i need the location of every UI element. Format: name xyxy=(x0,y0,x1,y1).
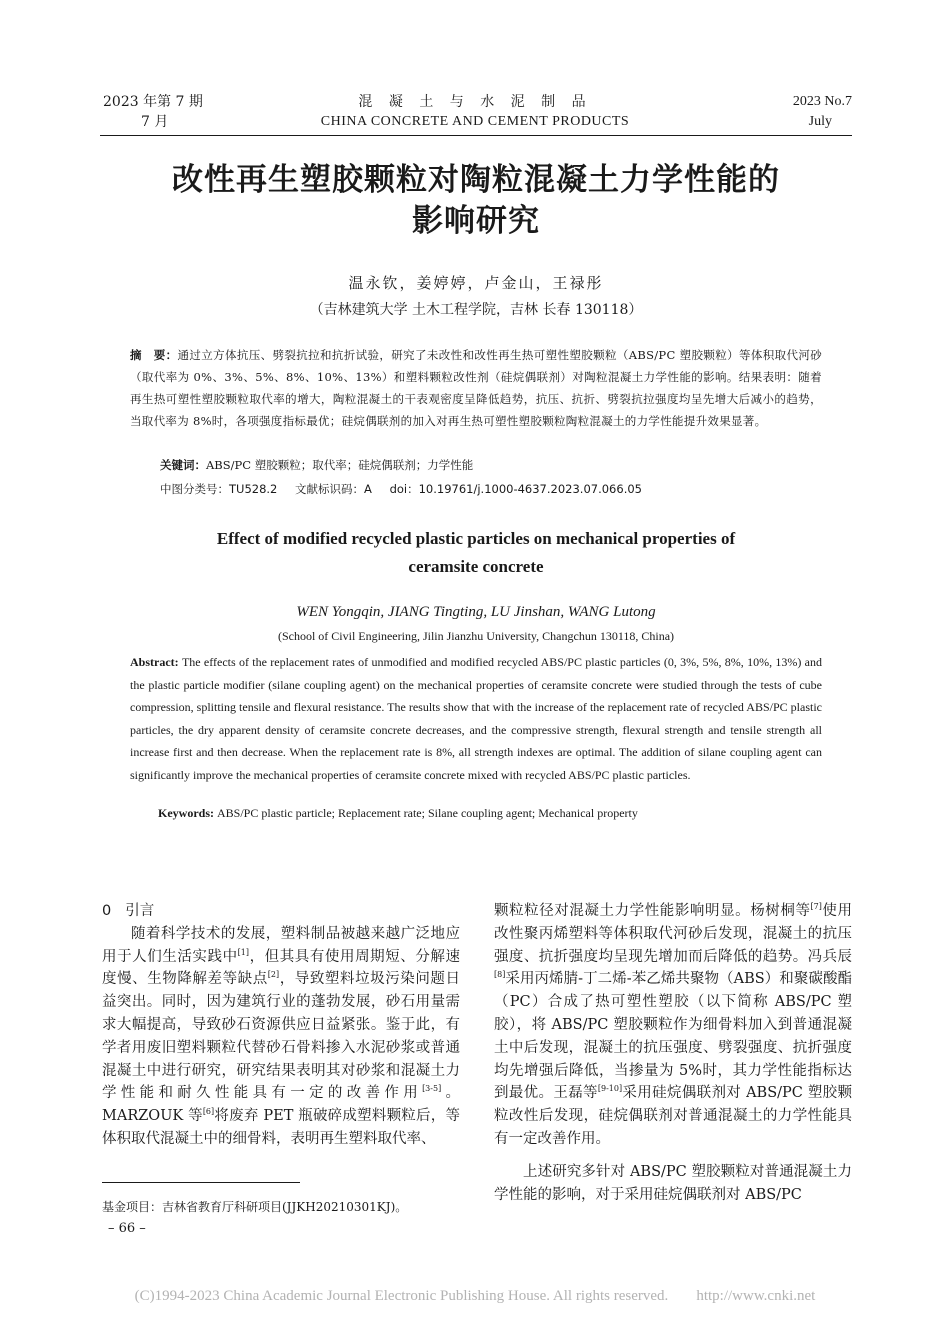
document-code: 文献标识码：A xyxy=(295,482,372,496)
text-run: ，导致塑料垃圾污染问题日益突出。同时，因为建筑行业的蓬勃发展，砂石用量需求大幅提高，导致砂石资源供应日益紧张。鉴于此，有学者用废旧塑料颗粒代替砂石骨料掺入水泥砂浆或普通混凝土中进行研究，研究结果表明其对砂浆和混凝土力学性能和耐久性能具有一定的改善作用 xyxy=(102,971,461,1102)
keywords-cn-label: 关键词： xyxy=(160,458,206,472)
journal-name-cn: 混 凝 土 与 水 泥 制 品 xyxy=(358,94,592,110)
text-run: 使用改性聚丙烯塑料等体积取代河砂后发现，混凝土的抗压强度、抗折强度均呈现先增加而后降低的趋势。冯兵辰 xyxy=(494,903,853,965)
paper-title-cn xyxy=(100,160,852,242)
running-header-right xyxy=(732,92,852,132)
keywords-en xyxy=(158,806,822,821)
issue-en: 2023 No.7 xyxy=(792,94,852,109)
affiliation-en: (School of Civil Engineering, Jilin Jianzhu University, Changchun 130118, China) xyxy=(277,629,675,643)
journal-name-en: CHINA CONCRETE AND CEMENT PRODUCTS xyxy=(320,114,630,129)
citation: [1] xyxy=(237,947,249,957)
body-column-left xyxy=(102,900,460,1151)
citation: [2] xyxy=(267,970,280,980)
intro-paragraph-2: 上述研究多针对 ABS/PC 塑胶颗粒对普通混凝土力学性能的影响，对于采用硅烷偶联剂对 ABS/PC xyxy=(494,1163,852,1203)
title-en-line2: ceramsite concrete xyxy=(408,557,544,576)
intro-paragraph-1 xyxy=(102,923,460,1151)
citation: [9-10] xyxy=(597,1084,623,1094)
running-header-left xyxy=(103,92,223,132)
keywords-cn-text: ABS/PC 塑胶颗粒；取代率；硅烷偶联剂；力学性能 xyxy=(206,458,474,472)
intro-paragraph-1-continued xyxy=(494,900,852,1151)
month-cn: 7 月 xyxy=(141,114,169,130)
keywords-en-text: ABS/PC plastic particle; Replacement rate; Silane coupling agent; Mechanical property xyxy=(217,806,638,820)
abstract-en-label: Abstract: xyxy=(130,655,182,669)
section-number: 0 xyxy=(102,903,112,919)
classification-line xyxy=(160,481,822,497)
citation: [6] xyxy=(202,1107,215,1117)
doi: doi：10.19761/j.1000-4637.2023.07.066.05 xyxy=(389,482,642,496)
paper-title-en xyxy=(100,525,852,581)
copyright-footer xyxy=(30,1288,920,1305)
keywords-en-label: Keywords: xyxy=(158,806,217,820)
text-run: 采用硅烷偶联剂对 ABS/PC 塑胶颗粒改性后发现，硅烷偶联剂对普通混凝土的力学性能具有一定改善作用。 xyxy=(494,1085,853,1147)
running-header-center xyxy=(300,92,650,132)
title-cn-line2: 影响研究 xyxy=(412,203,540,239)
keywords-cn xyxy=(160,457,822,473)
abstract-cn-label: 摘 要： xyxy=(130,348,178,362)
section-title: 引言 xyxy=(125,903,155,919)
section-heading xyxy=(102,900,460,923)
month-en: July xyxy=(808,114,832,129)
funding-footnote: 基金项目：吉林省教育厅科研项目(JJKH20210301KJ)。 xyxy=(102,1200,408,1214)
cnki-link[interactable]: http://www.cnki.net xyxy=(696,1288,816,1304)
header-rule xyxy=(100,135,852,136)
issue-cn: 2023 年第 7 期 xyxy=(103,94,203,110)
page-number: – 66 – xyxy=(108,1221,146,1236)
abstract-cn-text: 通过立方体抗压、劈裂抗拉和抗折试验，研究了未改性和改性再生热可塑性塑胶颗粒（ABS/PC 塑胶颗粒）等体积取代河砂（取代率为 0%、3%、5%、8%、10%、13%）和塑料颗粒改性剂（硅烷偶联剂）对陶粒混凝土力学性能的影响。结果表明：随着再生热可塑性塑胶颗粒取代率的增大，陶粒混凝土的干表观密度呈降低趋势，抗压、抗折、劈裂抗拉强度均呈先增大后减小的趋势，当取代率为 8%时，各项强度指标最优；硅烷偶联剂的加入对再生热可塑性塑胶颗粒陶粒混凝土的力学性能提升效果显著。 xyxy=(130,348,822,428)
title-en-line1: Effect of modified recycled plastic particles on mechanical properties of xyxy=(216,529,736,548)
affiliation-cn: （吉林建筑大学 土木工程学院，吉林 长春 130118） xyxy=(309,302,643,318)
text-run: 。MARZOUK 等 xyxy=(102,1085,461,1125)
citation: [8] xyxy=(494,970,506,980)
authors-en: WEN Yongqin, JIANG Tingting, LU Jinshan, WANG Lutong xyxy=(296,604,656,620)
text-run: 随着科学技术的发展，塑料制品被越来越广泛地应用于人们生活实践中 xyxy=(102,925,460,965)
text-run: 颗粒粒径对混凝土力学性能影响明显。杨树桐等 xyxy=(494,903,811,919)
abstract-en xyxy=(130,651,822,786)
footnote-rule xyxy=(102,1182,300,1183)
copyright-text: (C)1994-2023 China Academic Journal Electronic Publishing House. All rights reserved. xyxy=(134,1288,669,1304)
abstract-en-text: The effects of the replacement rates of unmodified and modified recycled ABS/PC plastic particles (0, 3%, 5%, 8%, 10%, 13%) and the plastic particle modifier (silane coupling agent) on the mechanical properties of ceramsite concrete were studied through the tests of cube compression, splitting tensile and flexural resistance. The results show that with the increase of the replacement rate of recycled ABS/PC plastic particles, the dry apparent density of ceramsite concrete decreases, and the compressive strength, flexural strength and tensile strength all increase first and then decrease. When the replacement rate is 8%, all strength indexes are optimal. The addition of silane coupling agent can significantly improve the mechanical properties of ceramsite concrete mixed with recycled ABS/PC plastic particles. xyxy=(130,655,823,782)
authors-cn: 温永钦，姜婷婷，卢金山，王禄彤 xyxy=(348,274,604,292)
citation: [7] xyxy=(810,902,822,912)
text-run: ，但其具有使用周期短、分解速度慢、生物降解差等缺点 xyxy=(102,948,461,988)
abstract-cn xyxy=(130,344,822,432)
citation: [3-5] xyxy=(422,1084,442,1094)
clc-number: 中图分类号：TU528.2 xyxy=(160,482,278,496)
body-column-right xyxy=(494,900,852,1206)
title-cn-line1: 改性再生塑胶颗粒对陶粒混凝土力学性能的 xyxy=(172,162,780,198)
text-run: 采用丙烯腈-丁二烯-苯乙烯共聚物（ABS）和聚碳酸酯（PC）合成了热可塑性塑胶（以下简称 ABS/PC 塑胶），将 ABS/PC 塑胶颗粒作为细骨料加入到普通混凝土中后发现，混凝土的抗压强度、劈裂强度、抗折强度均先增强后降低，当掺量为 5%时，其力学性能指标达到最优。王磊等 xyxy=(494,971,852,1102)
text-run: 将废弃 PET 瓶破碎成塑料颗粒后，等体积取代混凝土中的细骨料，表明再生塑料取代率、 xyxy=(102,1108,460,1147)
